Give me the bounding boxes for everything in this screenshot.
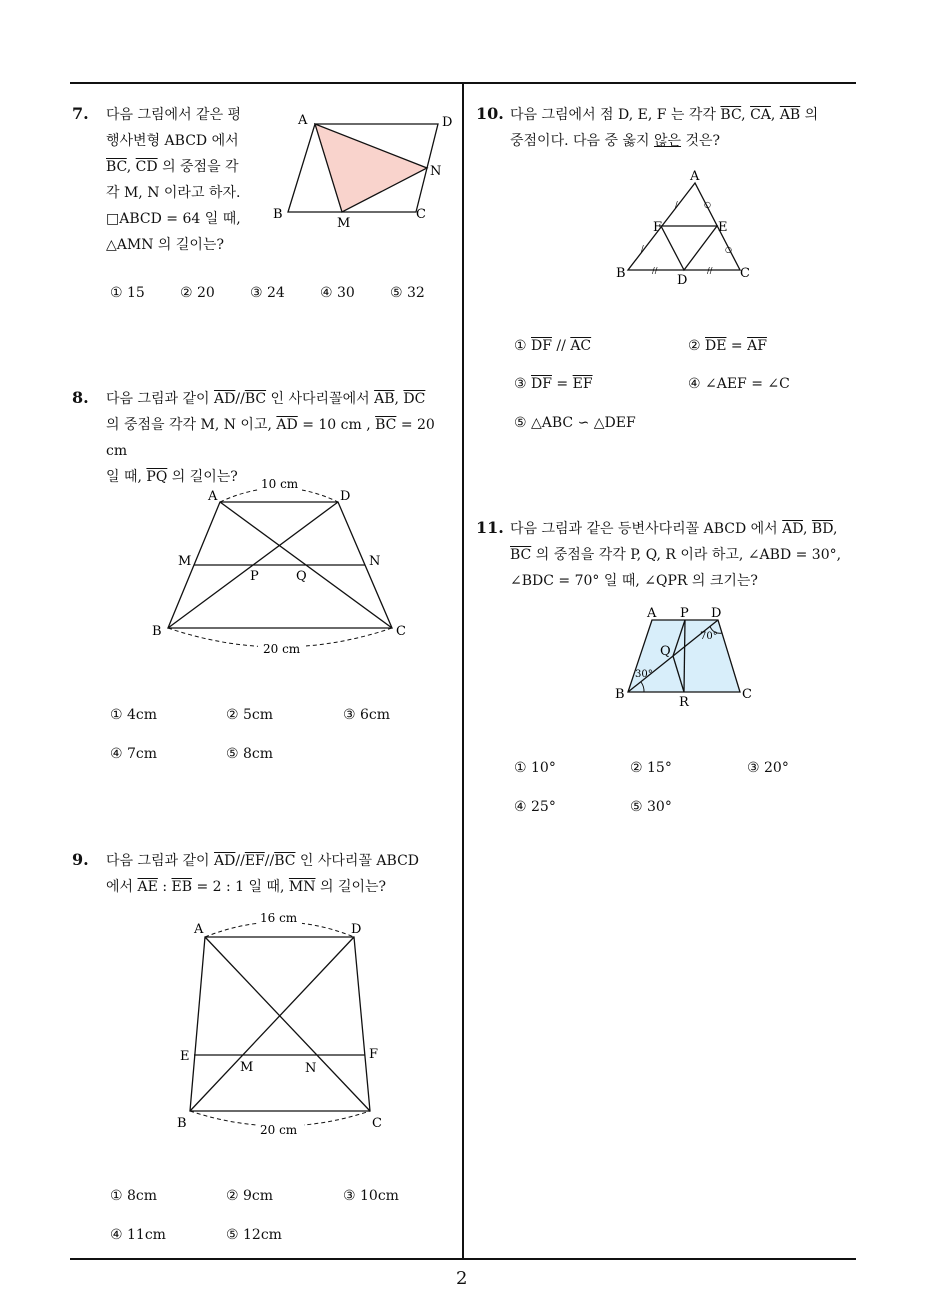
- q8-choice-3[interactable]: ③ 6cm: [343, 707, 391, 723]
- q8-seg-bc2: $\overline{BC}$: [375, 417, 397, 433]
- q8-choice-1[interactable]: ① 4cm: [110, 707, 158, 723]
- q10-c1-num: ①: [514, 338, 527, 354]
- q9-parallel-2: //: [264, 853, 275, 869]
- q10-c3-seg2: $\overline{EF}$: [572, 376, 593, 392]
- q7-label-c: C: [416, 207, 426, 222]
- page-number: 2: [456, 1268, 468, 1289]
- q9-parallel-1: //: [235, 853, 245, 869]
- q9-l2a: 에서: [106, 879, 134, 895]
- q10-c1-seg1: $\overline{DF}$: [531, 338, 552, 354]
- q8-label-bottom: 20 cm: [263, 642, 301, 656]
- q10-seg-ab: $\overline{AB}$: [779, 107, 801, 123]
- q10-c2-op: =: [730, 338, 743, 354]
- q7-line2: 행사변형 ABCD 에서: [106, 133, 239, 149]
- q8-label-n: N: [369, 554, 381, 569]
- q9-seg-bc: $\overline{BC}$: [274, 853, 296, 869]
- q8-label-q: Q: [296, 569, 307, 584]
- q8-label-top: 10 cm: [261, 477, 299, 491]
- q8-l3b: 의 길이는?: [171, 469, 238, 485]
- q10-label-e: E: [718, 220, 728, 235]
- q11-label-a: A: [647, 606, 657, 621]
- q9-label-c: C: [372, 1116, 382, 1131]
- q9-seg-ad: $\overline{AD}$: [214, 853, 236, 869]
- q7-line5: □ABCD = 64 일 때,: [106, 211, 241, 227]
- q11-line1: [510, 516, 870, 542]
- q8-seg-dc: $\overline{DC}$: [403, 391, 426, 407]
- q7-label-a: A: [298, 113, 308, 128]
- q10-choice-1[interactable]: [514, 338, 591, 354]
- q9-l2c: = 2 : 1 일 때,: [196, 879, 285, 895]
- q10-l2b: 것은?: [685, 133, 721, 149]
- q10-l1a: 다음 그림에서 점 D, E, F 는 각각: [510, 107, 716, 123]
- column-divider: [462, 82, 464, 1260]
- q8-l2c: = 20 cm: [106, 417, 435, 459]
- q8-label-c: C: [396, 624, 406, 639]
- q9-label-bottom: 20 cm: [260, 1123, 298, 1137]
- q7-choice-1[interactable]: ① 15: [110, 285, 145, 301]
- q9-l2d: 의 길이는?: [319, 879, 387, 895]
- q10-c1-seg2: $\overline{AC}$: [570, 338, 592, 354]
- q10-c3-num: ③: [514, 376, 527, 392]
- q10-c2-num: ②: [688, 338, 701, 354]
- q10-label-f: F: [653, 220, 663, 235]
- q9-choice-1[interactable]: ① 8cm: [110, 1188, 158, 1204]
- q10-l2a: 중점이다. 다음 중 옳지: [510, 133, 650, 149]
- q9-label-e: E: [180, 1049, 190, 1064]
- q9-label-b: B: [177, 1116, 187, 1131]
- q7-label-m: M: [337, 216, 351, 231]
- q11-label-p: P: [680, 606, 689, 621]
- q10-c2-seg2: $\overline{AF}$: [747, 338, 767, 354]
- q8-choice-2[interactable]: ② 5cm: [226, 707, 274, 723]
- q11-number: 11.: [476, 518, 504, 537]
- q9-figure: [170, 905, 390, 1140]
- q9-l1b: 인 사다리꼴 ABCD: [299, 853, 420, 869]
- q10-line2: [510, 128, 860, 154]
- q11-seg-bc: $\overline{BC}$: [510, 547, 532, 563]
- q7-triangle-amn: [315, 124, 427, 212]
- q9-diag-bd: [190, 937, 354, 1111]
- q8-label-b: B: [152, 624, 162, 639]
- q11-label-70: 70°: [700, 631, 718, 642]
- q7-line6: △AMN 의 길이는?: [106, 237, 224, 253]
- q7-line1: 다음 그림에서 같은 평: [106, 107, 242, 123]
- q9-l2b: :: [162, 879, 168, 895]
- q11-label-c: C: [742, 687, 752, 702]
- q10-tick-af: /: [675, 200, 678, 209]
- q8-seg-ab: $\overline{AB}$: [374, 391, 395, 407]
- q7-line3: [106, 154, 266, 180]
- q10-figure: [610, 165, 760, 290]
- q10-label-b: B: [616, 266, 626, 281]
- q10-tick-dc: //: [707, 266, 713, 275]
- q9-label-d: D: [351, 922, 362, 937]
- q10-line1: [510, 102, 860, 128]
- q9-seg-ae: $\overline{AE}$: [137, 879, 158, 895]
- q10-label-c: C: [740, 266, 750, 281]
- q9-choice-5[interactable]: ⑤ 12cm: [226, 1227, 282, 1243]
- q10-choice-5[interactable]: ⑤ △ABC ∽ △DEF: [514, 415, 636, 431]
- q8-seg-bc: $\overline{BC}$: [244, 391, 267, 407]
- q7-line4: 각 M, N 이라고 하자.: [106, 185, 241, 201]
- q8-label-p: P: [250, 569, 259, 584]
- q7-number: 7.: [72, 104, 89, 123]
- q11-label-b: B: [615, 687, 625, 702]
- q9-diag-ac: [205, 937, 370, 1111]
- q9-label-a: A: [194, 922, 204, 937]
- q8-line1: [106, 386, 456, 412]
- q8-choice-5[interactable]: ⑤ 8cm: [226, 746, 274, 762]
- q8-label-a: A: [208, 489, 218, 504]
- q7-seg-cd: $\overline{CD}$: [135, 159, 158, 175]
- q7-choice-5[interactable]: ⑤ 32: [390, 285, 425, 301]
- q11-choice-4[interactable]: ④ 25°: [514, 799, 556, 815]
- q10-tick-bd: //: [652, 266, 658, 275]
- q10-l1d: 의: [804, 107, 819, 123]
- q8-l1c: ,: [394, 391, 399, 407]
- q9-choice-2[interactable]: ② 9cm: [226, 1188, 274, 1204]
- q8-line2: [106, 412, 456, 464]
- q7-choice-3[interactable]: ③ 24: [250, 285, 285, 301]
- q7-label-n: N: [430, 164, 442, 179]
- q8-l1b: 인 사다리꼴에서: [270, 391, 370, 407]
- q9-choice-3[interactable]: ③ 10cm: [343, 1188, 399, 1204]
- q11-l1c: ,: [832, 521, 838, 537]
- q7-line3-text: 의 중점을 각: [162, 159, 239, 175]
- q10-tick-ae: ○: [704, 200, 711, 209]
- q7-text: [106, 102, 266, 258]
- q10-seg-ca: $\overline{CA}$: [750, 107, 771, 123]
- q11-choice-3[interactable]: ③ 20°: [747, 760, 789, 776]
- q8-l2a: 의 중점을 각각 M, N 이고,: [106, 417, 272, 433]
- q8-seg-pq: $\overline{PQ}$: [146, 469, 168, 485]
- q9-trapezoid: [190, 937, 370, 1111]
- q10-l1b: ,: [741, 107, 746, 123]
- q10-tick-ec: ○: [725, 245, 732, 254]
- q10-c3-seg1: $\overline{DF}$: [531, 376, 552, 392]
- q9-seg-mn: $\overline{MN}$: [288, 879, 316, 895]
- q10-label-a: A: [690, 169, 700, 184]
- q7-sep: ,: [126, 159, 136, 175]
- q11-line3: ∠BDC = 70° 일 때, ∠QPR 의 크기는?: [510, 573, 758, 589]
- q9-label-top: 16 cm: [260, 911, 298, 925]
- q11-l2a: 의 중점을 각각 P, Q, R 이라 하고, ∠ABD = 30°,: [535, 547, 842, 563]
- q10-l1c: ,: [770, 107, 776, 123]
- q11-seg-ad: $\overline{AD}$: [782, 521, 804, 537]
- q8-l2b: = 10 cm ,: [302, 417, 371, 433]
- q11-line2: [510, 542, 870, 568]
- q11-label-q: Q: [660, 644, 671, 659]
- q9-label-f: F: [369, 1047, 379, 1062]
- q11-choice-2[interactable]: ② 15°: [630, 760, 672, 776]
- q9-seg-eb: $\overline{EB}$: [171, 879, 192, 895]
- q7-figure: [270, 100, 460, 235]
- q9-label-m: M: [240, 1060, 254, 1075]
- q8-seg-ad2: $\overline{AD}$: [276, 417, 298, 433]
- q9-line1: [106, 848, 456, 874]
- q11-label-30: 30°: [635, 669, 653, 680]
- q8-label-d: D: [340, 489, 351, 504]
- q10-seg-bc: $\overline{BC}$: [720, 107, 742, 123]
- q9-l1a: 다음 그림과 같이: [106, 853, 210, 869]
- q10-underline-not: 않은: [653, 133, 682, 149]
- q7-choice-2[interactable]: ② 20: [180, 285, 215, 301]
- q9-number: 9.: [72, 850, 89, 869]
- q8-l1a: 다음 그림과 같이: [106, 391, 210, 407]
- q10-text: [510, 102, 860, 154]
- q9-text: [106, 848, 456, 900]
- q10-choice-2[interactable]: [688, 338, 767, 354]
- q8-figure: [150, 470, 410, 660]
- q9-seg-ef: $\overline{EF}$: [244, 853, 265, 869]
- q8-number: 8.: [72, 388, 89, 407]
- q11-label-r: R: [679, 695, 689, 710]
- q11-seg-bd: $\overline{BD}$: [811, 521, 833, 537]
- q7-choice-4[interactable]: ④ 30: [320, 285, 355, 301]
- q8-choice-4[interactable]: ④ 7cm: [110, 746, 158, 762]
- q10-choice-3[interactable]: [514, 376, 593, 392]
- q9-line2: [106, 874, 456, 900]
- q11-label-d: D: [711, 606, 722, 621]
- q10-label-d: D: [677, 273, 688, 288]
- q11-choice-1[interactable]: ① 10°: [514, 760, 556, 776]
- q10-triangle-def: [661, 226, 717, 270]
- q8-label-m: M: [178, 554, 192, 569]
- q7-label-b: B: [273, 207, 283, 222]
- q10-c1-op: //: [556, 338, 566, 354]
- q11-choice-5[interactable]: ⑤ 30°: [630, 799, 672, 815]
- q8-l3a: 일 때,: [106, 469, 142, 485]
- q10-c3-op: =: [556, 376, 569, 392]
- q9-choice-4[interactable]: ④ 11cm: [110, 1227, 166, 1243]
- q11-l1a: 다음 그림과 같은 등변사다리꼴 ABCD 에서: [510, 521, 778, 537]
- q8-seg-ad: $\overline{AD}$: [214, 391, 236, 407]
- q10-choice-4[interactable]: ④ ∠AEF = ∠C: [688, 376, 790, 392]
- q10-c2-seg1: $\overline{DE}$: [705, 338, 727, 354]
- q7-label-d: D: [442, 115, 453, 130]
- q11-l1b: ,: [803, 521, 808, 537]
- q9-label-n: N: [305, 1061, 317, 1076]
- q7-seg-bc: $\overline{BC}$: [106, 159, 127, 175]
- q11-figure: [610, 600, 770, 710]
- q11-text: [510, 516, 870, 594]
- q8-parallel: //: [235, 391, 245, 407]
- q10-tick-bf: /: [641, 244, 644, 253]
- q10-number: 10.: [476, 104, 504, 123]
- bottom-rule: [70, 1258, 856, 1260]
